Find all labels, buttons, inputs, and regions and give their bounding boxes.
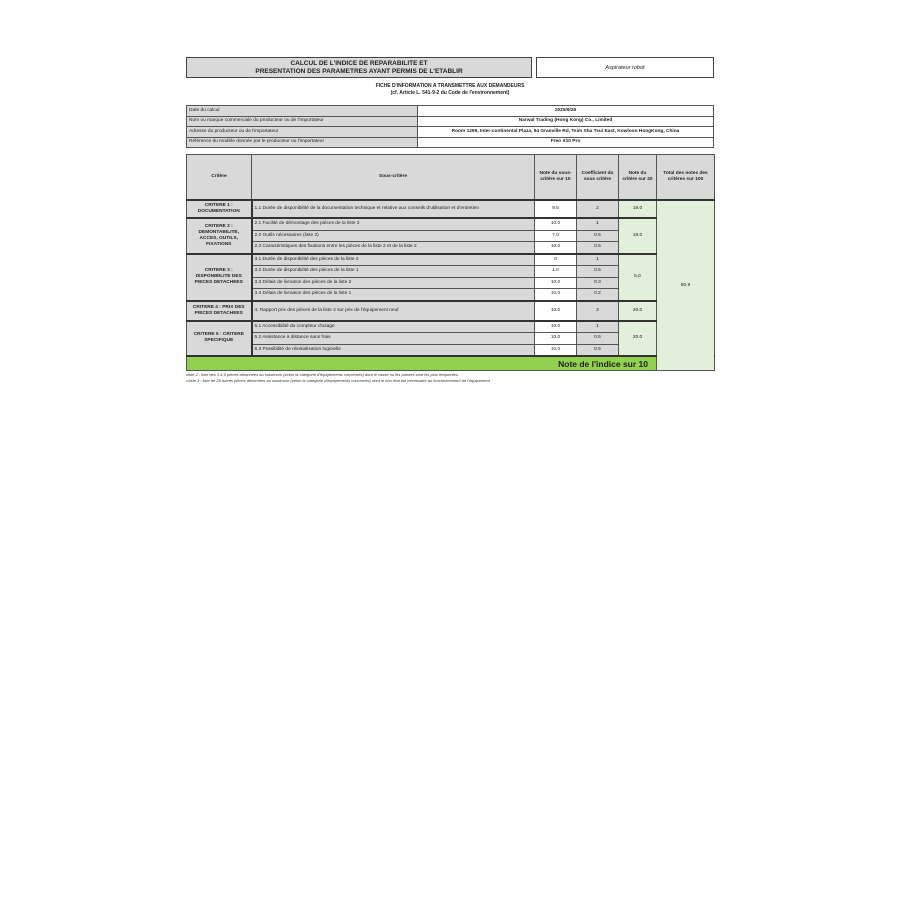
subcriterion-coef: 2: [577, 301, 619, 321]
table-row: [187, 254, 715, 266]
header-total100: Total des notes des critères sur 100: [657, 155, 715, 201]
subtitle: [186, 83, 714, 105]
info-row: [187, 106, 714, 117]
subcriterion-coef: 0.5: [577, 230, 619, 242]
subcriterion-label: 3.2 Durée de disponibilité des pièces de la liste 1: [252, 266, 535, 278]
title-line-1: CALCUL DE L'INDICE DE REPARABILITE ET: [290, 60, 428, 67]
subcriterion-note: 10.0: [535, 333, 577, 345]
info-value: Narwal Trading (Hong Kong) Co., Limited: [418, 116, 714, 127]
subcriterion-label: 5.2 Assistance à distance sans frais: [252, 333, 535, 345]
info-value: Room 1299, Inter-continental Plaza, 94 Granville Rd, Tsim Sha Tsui East, Kowloon HongKong, China: [418, 127, 714, 138]
subcriterion-label: 5.1 Accessibilité du compteur d'usage: [252, 321, 535, 333]
criterion-score: 19.0: [619, 200, 657, 218]
subcriterion-note: 0: [535, 254, 577, 266]
header-note20: Note du critère sur 20: [619, 155, 657, 201]
subcriterion-note: 10.0: [535, 301, 577, 321]
criterion-score: 20.0: [619, 321, 657, 357]
subcriterion-note: 10.0: [535, 277, 577, 289]
info-value: Freo X10 Pro: [418, 137, 714, 148]
info-row: [187, 127, 714, 138]
subcriterion-coef: 0.5: [577, 242, 619, 254]
table-row: [187, 218, 715, 230]
info-label: Adresse du producteur ou de l'importateur: [187, 127, 418, 138]
info-label: Nom ou marque commerciale du producteur ou de l'importateur: [187, 116, 418, 127]
subcriterion-note: 10.0: [535, 242, 577, 254]
document-title: [186, 57, 532, 78]
subtitle-line-1: FICHE D'INFORMATION A TRANSMETTRE AUX DEMANDEURS: [375, 83, 525, 89]
subcriterion-label: 2.3 Caractéristiques des fixations entre les pièces de la liste 2 et de la liste 2: [252, 242, 535, 254]
info-label: Référence du modèle donnée par le producteur ou l'importateur: [187, 137, 418, 148]
header-sous-critere: Sous-critère: [252, 155, 535, 201]
subcriterion-label: 5.3 Possibilité de réinitialisation logicielle: [252, 344, 535, 356]
title-line-2: PRESENTATION DES PARAMETRES AYANT PERMIS DE L'ETABLIR: [255, 68, 463, 75]
criterion-name: CRITERE 3 : DISPONIBILITE DES PIECES DETACHEES: [187, 254, 252, 301]
subcriterion-note: 9.5: [535, 200, 577, 218]
subcriterion-coef: 0.2: [577, 289, 619, 301]
subcriterion-coef: 0.5: [577, 333, 619, 345]
repairability-sheet: [186, 57, 714, 384]
criterion-score: 18.0: [619, 218, 657, 254]
subcriterion-coef: 0.5: [577, 266, 619, 278]
footnote-1: •liste 2 : liste des 3 à 5 pièces détachées au maximum (selon la catégorie d'équipements concernés) dont le casse ou les pannes sont les plus fréquentes.: [186, 372, 459, 377]
header-note10: Note du sous-critère sur 10: [535, 155, 577, 201]
subcriterion-label: 3.4 Délais de livraison des pièces de la liste 1: [252, 289, 535, 301]
header-critere: Critère: [187, 155, 252, 201]
criterion-name: CRITERE 5 : CRITERE SPECIFIQUE: [187, 321, 252, 357]
footnote-2: ••liste 1 : liste de 20 autres pièces détachées au maximum (selon la catégorie d'équipements concernés) dont le bon état est nécessaire au fonctionnement de l'équipement: [186, 378, 490, 383]
criterion-name: CRITERE 2 : DEMONTABILITE, ACCES, OUTILS, FIXATIONS: [187, 218, 252, 254]
subcriterion-coef: 1: [577, 254, 619, 266]
info-row: [187, 137, 714, 148]
subcriterion-label: 1.1 Durée de disponibilité de la documentation technique et relative aux conseils d'utilisation et d'entretien: [252, 200, 535, 218]
subcriterion-label: 2.1 Facilité de démontage des pièces de la liste 2: [252, 218, 535, 230]
subcriterion-coef: 0.3: [577, 277, 619, 289]
subcriterion-note: 10.0: [535, 218, 577, 230]
subcriterion-coef: 0.5: [577, 344, 619, 356]
criterion-name: CRITERE 4 : PRIX DES PIECES DETACHEES: [187, 301, 252, 321]
product-type: Aspirateur robot: [536, 57, 714, 78]
info-table: [186, 105, 714, 148]
subcriterion-note: 1.0: [535, 266, 577, 278]
header-row: [187, 155, 715, 201]
subcriterion-coef: 1: [577, 321, 619, 333]
subcriterion-label: 2.2 Outils nécessaires (liste 2): [252, 230, 535, 242]
criterion-score: 20.0: [619, 301, 657, 321]
table-row: [187, 200, 715, 218]
subtitle-line-2: (cf. Article L. 541-9-2 du Code de l'environnement): [390, 90, 510, 96]
final-score-label: Note de l'indice sur 10: [187, 356, 657, 371]
total-score: 80.9: [657, 200, 715, 371]
score-table: [186, 154, 715, 371]
document-header: [186, 57, 714, 78]
info-value: 2025/9/25: [418, 106, 714, 117]
table-row: [187, 321, 715, 333]
subcriterion-label: 3.3 Délais de livraison des pièces de la liste 2: [252, 277, 535, 289]
subcriterion-note: 10.0: [535, 289, 577, 301]
subcriterion-label: 4. Rapport prix des pièces de la liste 2 sur prix de l'équipement neuf: [252, 301, 535, 321]
footnotes: [186, 372, 714, 384]
subcriterion-note: 10.0: [535, 321, 577, 333]
header-coef: Coefficient du sous critère: [577, 155, 619, 201]
subcriterion-note: 7.0: [535, 230, 577, 242]
final-score-row: [187, 356, 715, 371]
criterion-score: 5.0: [619, 254, 657, 301]
table-row: [187, 301, 715, 321]
info-row: [187, 116, 714, 127]
subcriterion-coef: 2: [577, 200, 619, 218]
info-label: Date du calcul: [187, 106, 418, 117]
subcriterion-note: 10.0: [535, 344, 577, 356]
subcriterion-coef: 1: [577, 218, 619, 230]
subcriterion-label: 3.1 Durée de disponibilité des pièces de la liste 2: [252, 254, 535, 266]
criterion-name: CRITERE 1 : DOCUMENTATION: [187, 200, 252, 218]
